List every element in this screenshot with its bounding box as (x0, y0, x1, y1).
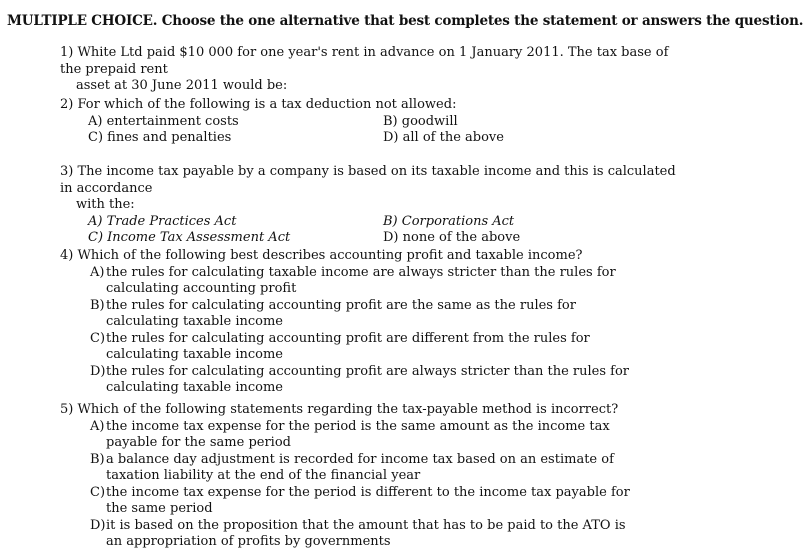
question-4-option-c-label: C) (90, 330, 106, 346)
question-5-stem: 5) Which of the following statements regarding the tax-payable method is incorrect? (60, 402, 619, 417)
question-4-option-c-text: the rules for calculating accounting profit are different from the rules for calculating taxable income (106, 330, 590, 362)
question-4-option-a-text: the rules for calculating taxable income are always stricter than the rules for calculating accounting profit (106, 264, 616, 296)
question-1-line-1: 1) White Ltd paid $10 000 for one year's rent in advance on 1 January 2011. The tax base of the prepaid rent (60, 45, 669, 77)
question-5-option-c-label: C) (90, 484, 106, 500)
question-5-option-a-label: A) (90, 418, 105, 434)
question-4-option-c (90, 331, 630, 364)
question-3-option-c: C) Income Tax Assessment Act (88, 229, 291, 245)
question-2-stem: 2) For which of the following is a tax deduction not allowed: (60, 97, 457, 112)
question-2-option-c: C) fines and penalties (88, 129, 232, 145)
question-5-option-a (90, 419, 630, 452)
question-4-option-a (90, 265, 630, 298)
question-3-option-d: D) none of the above (383, 229, 521, 245)
question-2-option-b: B) goodwill (383, 113, 458, 129)
question-1-line-2: asset at 30 June 2011 would be: (76, 78, 288, 93)
section-heading: MULTIPLE CHOICE. Choose the one alternative that best completes the statement or answers the question. (7, 13, 803, 29)
question-3 (60, 164, 690, 247)
question-5-option-b (90, 452, 630, 485)
question-4-option-b-text: the rules for calculating accounting profit are the same as the rules for calculating taxable income (106, 297, 576, 329)
question-5-option-d-text: it is based on the proposition that the amount that has to be paid to the ATO is an appropriation of profits by governments (106, 517, 626, 549)
question-4-option-d-text: the rules for calculating accounting profit are always stricter than the rules for calculating taxable income (106, 363, 629, 395)
question-5-option-b-label: B) (90, 451, 105, 467)
question-5-option-c (90, 485, 630, 518)
question-4-option-d (90, 364, 630, 397)
question-3-line-1: 3) The income tax payable by a company is based on its taxable income and this is calculated in accordance (60, 164, 676, 196)
question-3-line-2: with the: (76, 197, 135, 212)
question-5 (60, 402, 690, 551)
question-4-option-d-label: D) (90, 363, 106, 379)
question-2 (60, 97, 690, 147)
question-3-options (88, 214, 690, 247)
question-5-option-d (90, 518, 630, 551)
question-4 (60, 248, 690, 397)
question-4-option-a-label: A) (90, 264, 105, 280)
question-5-option-a-text: the income tax expense for the period is the same amount as the income tax payable for the same period (106, 418, 610, 450)
question-2-options (88, 114, 690, 147)
question-2-option-a: A) entertainment costs (88, 113, 239, 129)
question-4-option-b (90, 298, 630, 331)
question-2-option-d: D) all of the above (383, 129, 504, 145)
question-5-option-d-label: D) (90, 517, 106, 533)
question-5-option-c-text: the income tax expense for the period is different to the income tax payable for the same period (106, 484, 630, 516)
question-4-option-b-label: B) (90, 297, 105, 313)
question-5-option-b-text: a balance day adjustment is recorded for income tax based on an estimate of taxation liability at the end of the financial year (106, 451, 614, 483)
question-1 (60, 45, 690, 95)
question-3-option-b: B) Corporations Act (383, 213, 515, 229)
question-4-stem: 4) Which of the following best describes accounting profit and taxable income? (60, 248, 583, 263)
question-3-option-a: A) Trade Practices Act (88, 213, 237, 229)
